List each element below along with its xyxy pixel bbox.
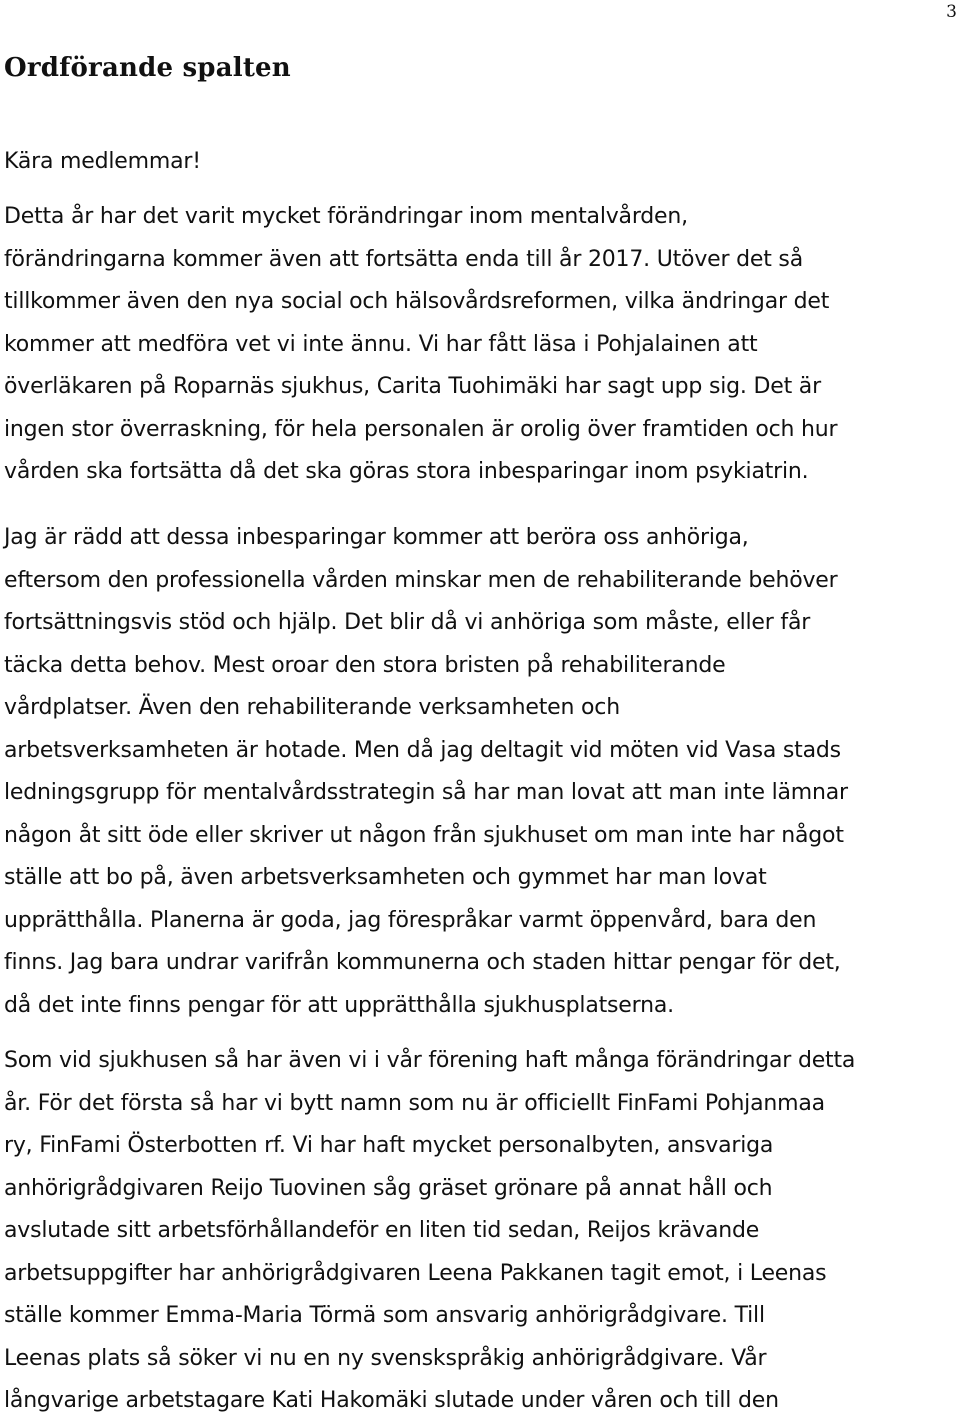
paragraph-line: överläkaren på Roparnäs sjukhus, Carita Tuohimäki har sagt upp sig. Det är [4, 374, 821, 399]
paragraph-line: ry, FinFami Österbotten rf. Vi har haft mycket personalbyten, ansvariga [4, 1133, 774, 1158]
paragraph-line: förändringarna kommer även att fortsätta enda till år 2017. Utöver det så [4, 246, 803, 272]
paragraph-3 [4, 1040, 855, 1423]
paragraph-2 [4, 517, 848, 1027]
paragraph-line: upprätthålla. Planerna är goda, jag förespråkar varmt öppenvård, bara den [4, 907, 817, 933]
paragraph-line: Som vid sjukhusen så har även vi i vår förening haft många förändringar detta [4, 1048, 856, 1073]
paragraph-line: ingen stor överraskning, för hela personalen är orolig över framtiden och hur [4, 416, 838, 442]
paragraph-line: vården ska fortsätta då det ska göras stora inbesparingar inom psykiatrin. [4, 459, 809, 484]
paragraph-line: ställe att bo på, även arbetsverksamheten och gymmet har man lovat [4, 865, 767, 890]
page-title: Ordförande spalten [4, 53, 291, 83]
greeting-text: Kära medlemmar! [4, 149, 201, 174]
paragraph-line: täcka detta behov. Mest oroar den stora bristen på rehabiliterande [4, 652, 726, 678]
paragraph-line: då det inte finns pengar för att upprätthålla sjukhusplatserna. [4, 992, 674, 1018]
paragraph-line: arbetsverksamheten är hotade. Men då jag deltagit vid möten vid Vasa stads [4, 737, 841, 763]
paragraph-line: någon åt sitt öde eller skriver ut någon från sjukhuset om man inte har något [4, 822, 844, 848]
greeting [4, 141, 201, 184]
paragraph-line: långvarige arbetstagare Kati Hakomäki slutade under våren och till den [4, 1388, 779, 1413]
paragraph-line: eftersom den professionella vården minskar men de rehabiliterande behöver [4, 567, 838, 593]
paragraph-line: tillkommer även den nya social och hälsovårdsreformen, vilka ändringar det [4, 289, 830, 314]
paragraph-line: Detta år har det varit mycket förändringar inom mentalvården, [4, 204, 688, 229]
paragraph-line: fortsättningsvis stöd och hjälp. Det blir då vi anhöriga som måste, eller får [4, 610, 811, 635]
paragraph-line: ledningsgrupp för mentalvårdsstrategin så har man lovat att man inte lämnar [4, 780, 848, 805]
paragraph-line: ställe kommer Emma-Maria Törmä som ansvarig anhörigrådgivare. Till [4, 1303, 765, 1328]
paragraph-line: år. För det första så har vi bytt namn som nu är officiellt FinFami Pohjanmaa [4, 1090, 825, 1116]
paragraph-1 [4, 196, 837, 494]
page-number: 3 [946, 2, 957, 22]
paragraph-line: anhörigrådgivaren Reijo Tuovinen såg gräset grönare på annat håll och [4, 1175, 773, 1201]
paragraph-line: finns. Jag bara undrar varifrån kommunerna och staden hittar pengar för det, [4, 950, 841, 975]
paragraph-line: Jag är rädd att dessa inbesparingar kommer att beröra oss anhöriga, [4, 525, 749, 550]
paragraph-line: vårdplatser. Även den rehabiliterande verksamheten och [4, 695, 620, 720]
paragraph-line: Leenas plats så söker vi nu en ny svenskspråkig anhörigrådgivare. Vår [4, 1345, 767, 1371]
paragraph-line: kommer att medföra vet vi inte ännu. Vi har fått läsa i Pohjalainen att [4, 331, 758, 357]
paragraph-line: arbetsuppgifter har anhörigrådgivaren Leena Pakkanen tagit emot, i Leenas [4, 1260, 827, 1286]
paragraph-line: avslutade sitt arbetsförhållandeför en liten tid sedan, Reijos krävande [4, 1218, 760, 1243]
